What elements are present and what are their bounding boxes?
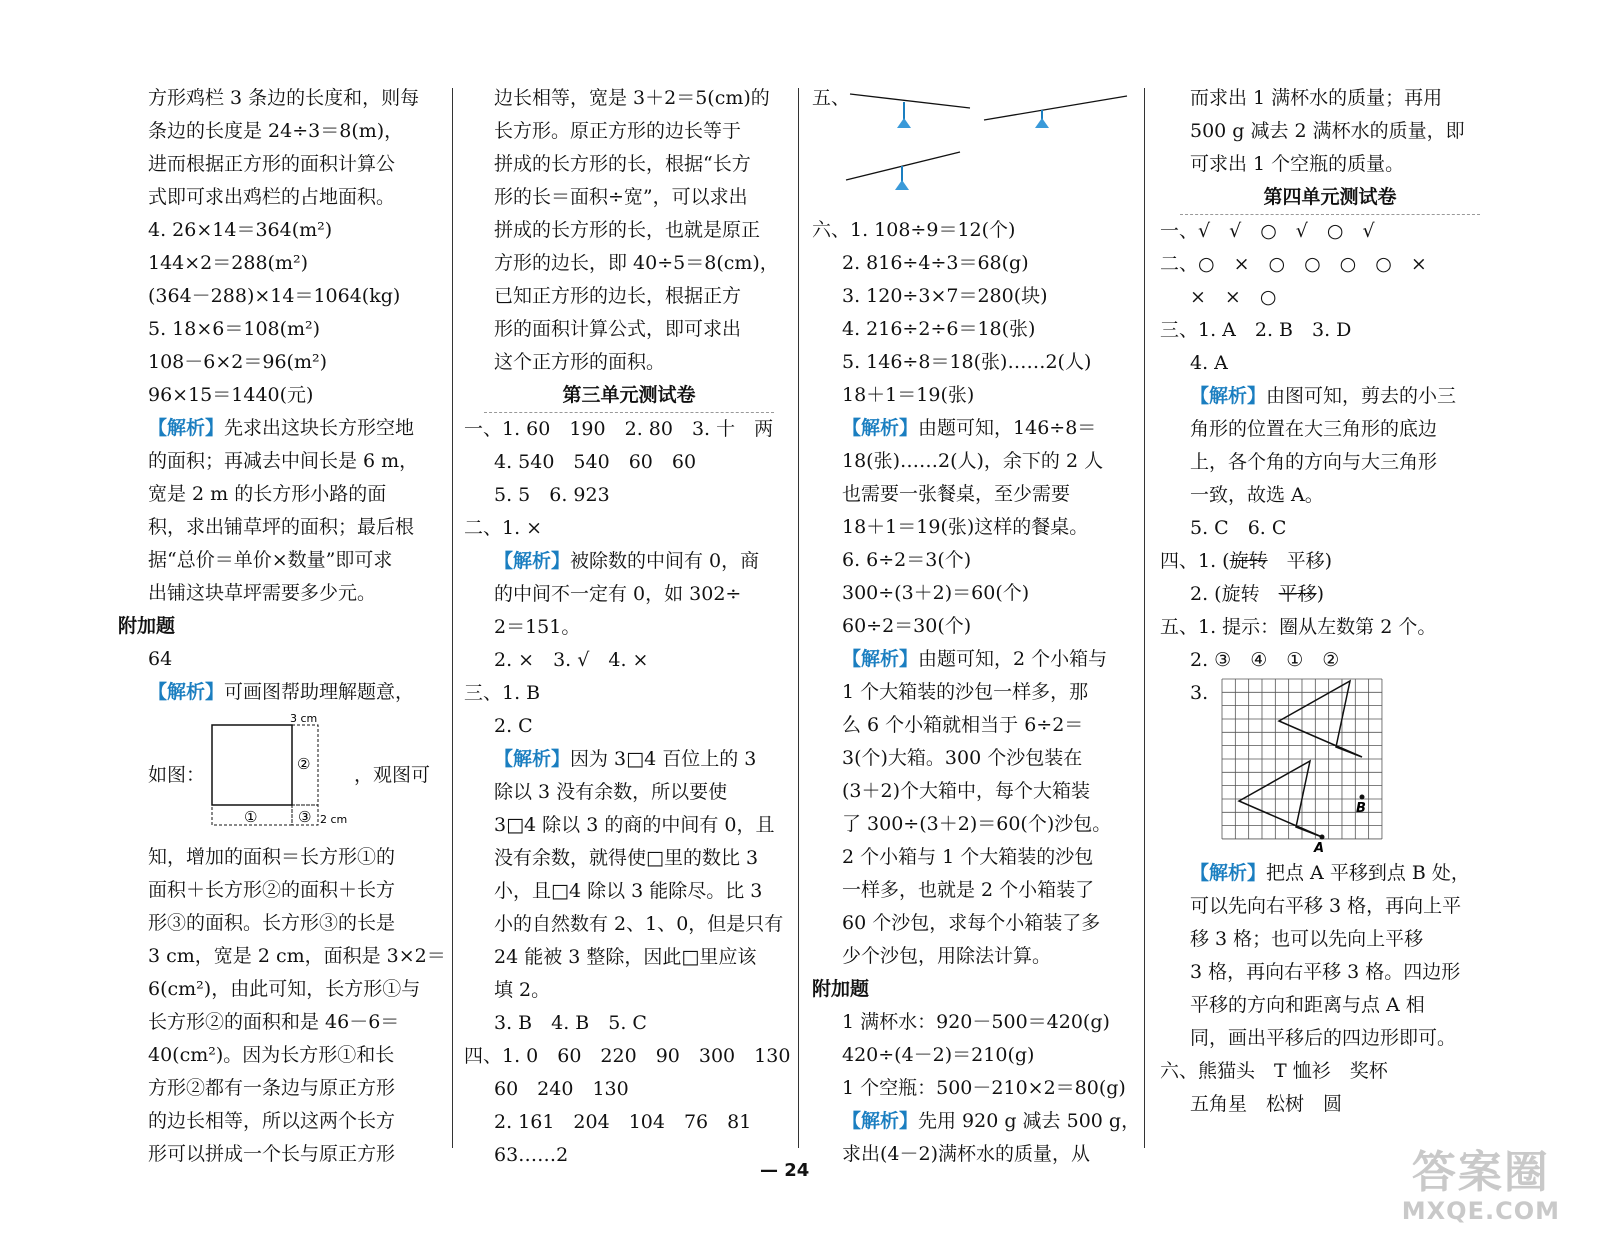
answer-line: 1 个空瓶：500－210×2＝80(g) (842, 1077, 1126, 1099)
analysis-text: 由题可知，146÷8＝ (918, 417, 1097, 439)
text-line: 2＝151。 (494, 616, 581, 638)
scale-3 (846, 152, 960, 190)
answer-line: 60÷2＝30(个) (842, 615, 972, 637)
text-line: 500 g 减去 2 满杯水的质量，即 (1190, 120, 1465, 142)
struck-text: 旋转 (1229, 550, 1268, 572)
analysis-line (118, 676, 448, 709)
text-line: 形可以拼成一个长与原正方形 (148, 1143, 396, 1165)
analysis-tag: 【解析】 (148, 417, 225, 439)
question-5-label: 五、 (812, 87, 851, 109)
answer-line: 64 (148, 648, 173, 670)
answer-line: 144×2＝288(m²) (148, 252, 308, 274)
answer-text: ) (1316, 583, 1325, 605)
text-line: 一致，故选 A。 (1190, 484, 1324, 506)
answer-line: 420÷(4－2)＝210(g) (842, 1044, 1035, 1066)
analysis-line (118, 412, 448, 445)
answer-line: 二、1. × (464, 517, 543, 539)
scale-1 (850, 94, 970, 128)
bonus-heading: 附加题 (812, 978, 870, 1000)
text-line: 条边的长度是 24÷3＝8(m)， (148, 120, 404, 142)
answer-line (1160, 545, 1500, 578)
text-line: 的面积；再减去中间长是 6 m， (148, 450, 419, 472)
analysis-line (464, 743, 794, 776)
answer-line: 2. C (494, 715, 533, 737)
text-line: 24 能被 3 整除，因此□里应该 (494, 946, 757, 968)
answer-line: 1 满杯水：920－500＝420(g) (842, 1011, 1110, 1033)
column-2 (464, 82, 794, 1172)
answer-text: 四、1. ( (1160, 550, 1230, 572)
answer-line: 五角星 松树 圆 (1190, 1093, 1343, 1115)
analysis-text: 被除数的中间有 0，商 (570, 550, 760, 572)
answer-line: 5. 5 6. 923 (494, 484, 610, 506)
analysis-tag: 【解析】 (494, 748, 571, 770)
text-line: 知，增加的面积＝长方形①的 (148, 846, 396, 868)
answer-line: 六、熊猫头 T 恤衫 奖杯 (1160, 1060, 1388, 1082)
answer-line: 5. 146÷8＝18(张)……2(人) (842, 351, 1092, 373)
analysis-line (464, 545, 794, 578)
answer-line: 4. 216÷2÷6＝18(张) (842, 318, 1036, 340)
text-line: 形的面积计算公式，即可求出 (494, 318, 742, 340)
text-line: 形的长＝面积÷宽”，可以求出 (494, 186, 748, 208)
answer-line: 63……2 (494, 1144, 569, 1166)
text-line: 可以先向右平移 3 格，再向上平 (1190, 895, 1462, 917)
label-c2: ② (297, 755, 311, 773)
section-title-unit-4: 第四单元测试卷 (1180, 181, 1480, 215)
text-line: 填 2。 (494, 979, 551, 1001)
text-line: 18＋1＝19(张)这样的餐桌。 (842, 516, 1089, 538)
answer-line: 二、○ × ○ ○ ○ ○ × (1160, 253, 1427, 275)
answer-line: 5. 18×6＝108(m²) (148, 318, 321, 340)
text-line: 3 cm，宽是 2 cm，面积是 3×2＝ (148, 945, 446, 967)
answer-text: 2. (旋转 (1190, 583, 1279, 605)
answer-line: 2. ③ ④ ① ② (1190, 649, 1340, 671)
text-line: (3＋2)个大箱中，每个大箱装 (842, 780, 1091, 802)
column-1 (118, 82, 448, 1171)
answer-line: 5. C 6. C (1190, 517, 1287, 539)
analysis-line (1160, 380, 1500, 413)
analysis-tag: 【解析】 (842, 648, 919, 670)
column-4 (1160, 82, 1500, 1121)
answer-line: 2. 816÷4÷3＝68(g) (842, 252, 1029, 274)
figure-row (118, 709, 448, 841)
text-line: 可求出 1 个空瓶的质量。 (1190, 153, 1405, 175)
struck-text: 平移 (1278, 583, 1317, 605)
answer-line: 3. 120÷3×7＝280(块) (842, 285, 1048, 307)
text-line: 平移的方向和距离与点 A 相 (1190, 994, 1425, 1016)
analysis-tag: 【解析】 (842, 417, 919, 439)
answer-line: 96×15＝1440(元) (148, 384, 314, 406)
page-number: — 24 (760, 1160, 810, 1181)
analysis-text: 由图可知，剪去的小三 (1266, 385, 1457, 407)
label-c3: ③ (298, 808, 312, 826)
answer-line: 4. 26×14＝364(m²) (148, 219, 333, 241)
answer-line: 一、1. 60 190 2. 80 3. 十 两 (464, 418, 774, 440)
text-line: 方形的边长，即 40÷5＝8(cm)， (494, 252, 779, 274)
text-line: 边长相等，宽是 3＋2＝5(cm)的 (494, 87, 770, 109)
text-line: 拼成的长方形的长，根据“长方 (494, 153, 751, 175)
text-line: 也需要一张餐桌，至少需要 (842, 483, 1071, 505)
analysis-line (1160, 857, 1500, 890)
analysis-text: 先用 920 g 减去 500 g， (918, 1110, 1141, 1132)
balance-figures (812, 82, 1142, 214)
text-line: 长方形。原正方形的边长等于 (494, 120, 742, 142)
text-line: 没有余数，就得使□里的数比 3 (494, 847, 759, 869)
answer-text: 平移) (1267, 550, 1333, 572)
text-line: 3 格，再向右平移 3 格。四边形 (1190, 961, 1461, 983)
column-divider (1144, 88, 1145, 1148)
answer-line: 三、1. A 2. B 3. D (1160, 319, 1352, 341)
text-line: 1 个大箱装的沙包一样多，那 (842, 681, 1089, 703)
analysis-text: 先求出这块长方形空地 (224, 417, 415, 439)
answer-line: 三、1. B (464, 682, 541, 704)
text-line: 而求出 1 满杯水的质量；再用 (1190, 87, 1443, 109)
text-line: 上，各个角的方向与大三角形 (1190, 451, 1438, 473)
watermark-text: 答案圈 (1411, 1147, 1550, 1198)
analysis-tag: 【解析】 (842, 1110, 919, 1132)
text-line: 已知正方形的边长，根据正方 (494, 285, 742, 307)
analysis-text: 由题可知，2 个小箱与 (918, 648, 1108, 670)
text-line: 据“总价＝单价×数量”即可求 (148, 549, 393, 571)
text-line: 40(cm²)。因为长方形①和长 (148, 1044, 395, 1066)
text-line: 面积＋长方形②的面积＋长方 (148, 879, 396, 901)
text-line: 进而根据正方形的面积计算公 (148, 153, 396, 175)
analysis-text: 因为 3□4 百位上的 3 (570, 748, 757, 770)
text-line: 角形的位置在大三角形的底边 (1190, 418, 1438, 440)
text-line: 长方形②的面积和是 46－6＝ (148, 1011, 400, 1033)
translation-grid (1220, 677, 1400, 855)
text-line: 少个沙包，用除法计算。 (842, 945, 1052, 967)
answer-line: 一、√ √ ○ √ ○ √ (1160, 220, 1375, 242)
answer-line: 2. 161 204 104 76 81 (494, 1111, 752, 1133)
answer-line: 108－6×2＝96(m²) (148, 351, 327, 373)
answer-line: 6. 6÷2＝3(个) (842, 549, 972, 571)
answer-line: 六、1. 108÷9＝12(个) (812, 219, 1016, 241)
dim-3cm: 3 cm (290, 712, 318, 725)
point-a (1320, 835, 1325, 840)
grid-figure-row (1160, 677, 1500, 857)
text-line: 求出(4－2)满杯水的质量，从 (842, 1143, 1091, 1165)
text-line: 拼成的长方形的长，也就是原正 (494, 219, 761, 241)
text-line: 3(个)大箱。300 个沙包装在 (842, 747, 1083, 769)
text-line: 3□4 除以 3 的商的中间有 0，且 (494, 814, 775, 836)
analysis-line (812, 1105, 1142, 1138)
text-line: 形③的面积。长方形③的长是 (148, 912, 396, 934)
balance-scales (842, 82, 1142, 212)
text-line: 的边长相等，所以这两个长方 (148, 1110, 396, 1132)
text-line: 方形鸡栏 3 条边的长度和，则每 (148, 87, 420, 109)
analysis-line (812, 643, 1142, 676)
answer-line: × × ○ (1190, 286, 1277, 308)
text-line: 同，画出平移后的四边形即可。 (1190, 1027, 1457, 1049)
column-3 (812, 82, 1142, 1171)
text-line: 小的自然数有 2、1、0，但是只有 (494, 913, 784, 935)
analysis-text: 把点 A 平移到点 B 处， (1266, 862, 1470, 884)
answer-line: 3. B 4. B 5. C (494, 1012, 647, 1034)
label-c1: ① (244, 808, 258, 826)
watermark-url: MXQE.COM (1401, 1197, 1560, 1225)
analysis-tag: 【解析】 (1190, 862, 1267, 884)
text-line: 一样多，也就是 2 个小箱装了 (842, 879, 1095, 901)
text-line: 积，求出铺草坪的面积；最后根 (148, 516, 415, 538)
square-figure (206, 711, 348, 831)
text-line: 式即可求出鸡栏的占地面积。 (148, 186, 396, 208)
answer-line: (364－288)×14＝1064(kg) (148, 285, 401, 307)
answer-line: 60 240 130 (494, 1078, 629, 1100)
figure-left-text: 如图： (148, 764, 206, 786)
answer-line: 四、1. 0 60 220 90 300 130 (464, 1045, 791, 1067)
text-line: 出铺这块草坪需要多少元。 (148, 582, 377, 604)
column-divider (452, 88, 453, 1148)
answer-line: 4. A (1190, 352, 1228, 374)
section-title-unit-3: 第三单元测试卷 (484, 379, 774, 413)
original-square (212, 725, 292, 805)
text-line: 方形②都有一条边与原正方形 (148, 1077, 396, 1099)
text-line: 6(cm²)，由此可知，长方形①与 (148, 978, 421, 1000)
text-line: 除以 3 没有余数，所以要使 (494, 781, 728, 803)
answer-line (1160, 578, 1500, 611)
text-line: 60 个沙包，求每个小箱装了多 (842, 912, 1101, 934)
figure-right-text: ，观图可 (354, 764, 431, 786)
analysis-tag: 【解析】 (148, 681, 225, 703)
answer-line: 300÷(3＋2)＝60(个) (842, 582, 1030, 604)
dim-2cm: 2 cm (320, 813, 348, 826)
scale-2 (984, 96, 1127, 128)
analysis-tag: 【解析】 (494, 550, 571, 572)
text-line: 了 300÷(3＋2)＝60(个)沙包。 (842, 813, 1112, 835)
text-line: 的中间不一定有 0，如 302÷ (494, 583, 742, 605)
text-line: 小，且□4 除以 3 能除尽。比 3 (494, 880, 763, 902)
point-a-label: A (1314, 841, 1325, 856)
text-line: 移 3 格；也可以先向上平移 (1190, 928, 1424, 950)
point-b-label: B (1356, 801, 1366, 816)
answer-line: 五、1. 提示：圈从左数第 2 个。 (1160, 616, 1437, 638)
answer-line: 18＋1＝19(张) (842, 384, 975, 406)
text-line: 这个正方形的面积。 (494, 351, 666, 373)
analysis-text: 可画图帮助理解题意， (224, 681, 415, 703)
text-line: 2 个小箱与 1 个大箱装的沙包 (842, 846, 1094, 868)
column-divider (798, 88, 799, 1148)
text-line: 18(张)……2(人)，余下的 2 人 (842, 450, 1104, 472)
analysis-tag: 【解析】 (1190, 385, 1267, 407)
point-b (1360, 795, 1365, 800)
answer-line: 2. × 3. √ 4. × (494, 649, 649, 671)
analysis-line (812, 412, 1142, 445)
text-line: 么 6 个小箱就相当于 6÷2＝ (842, 714, 1084, 736)
watermark-logo (1402, 1148, 1560, 1224)
bonus-heading: 附加题 (118, 615, 176, 637)
text-line: 宽是 2 m 的长方形小路的面 (148, 483, 387, 505)
answer-line: 4. 540 540 60 60 (494, 451, 697, 473)
grid-question-label: 3. (1190, 682, 1209, 704)
